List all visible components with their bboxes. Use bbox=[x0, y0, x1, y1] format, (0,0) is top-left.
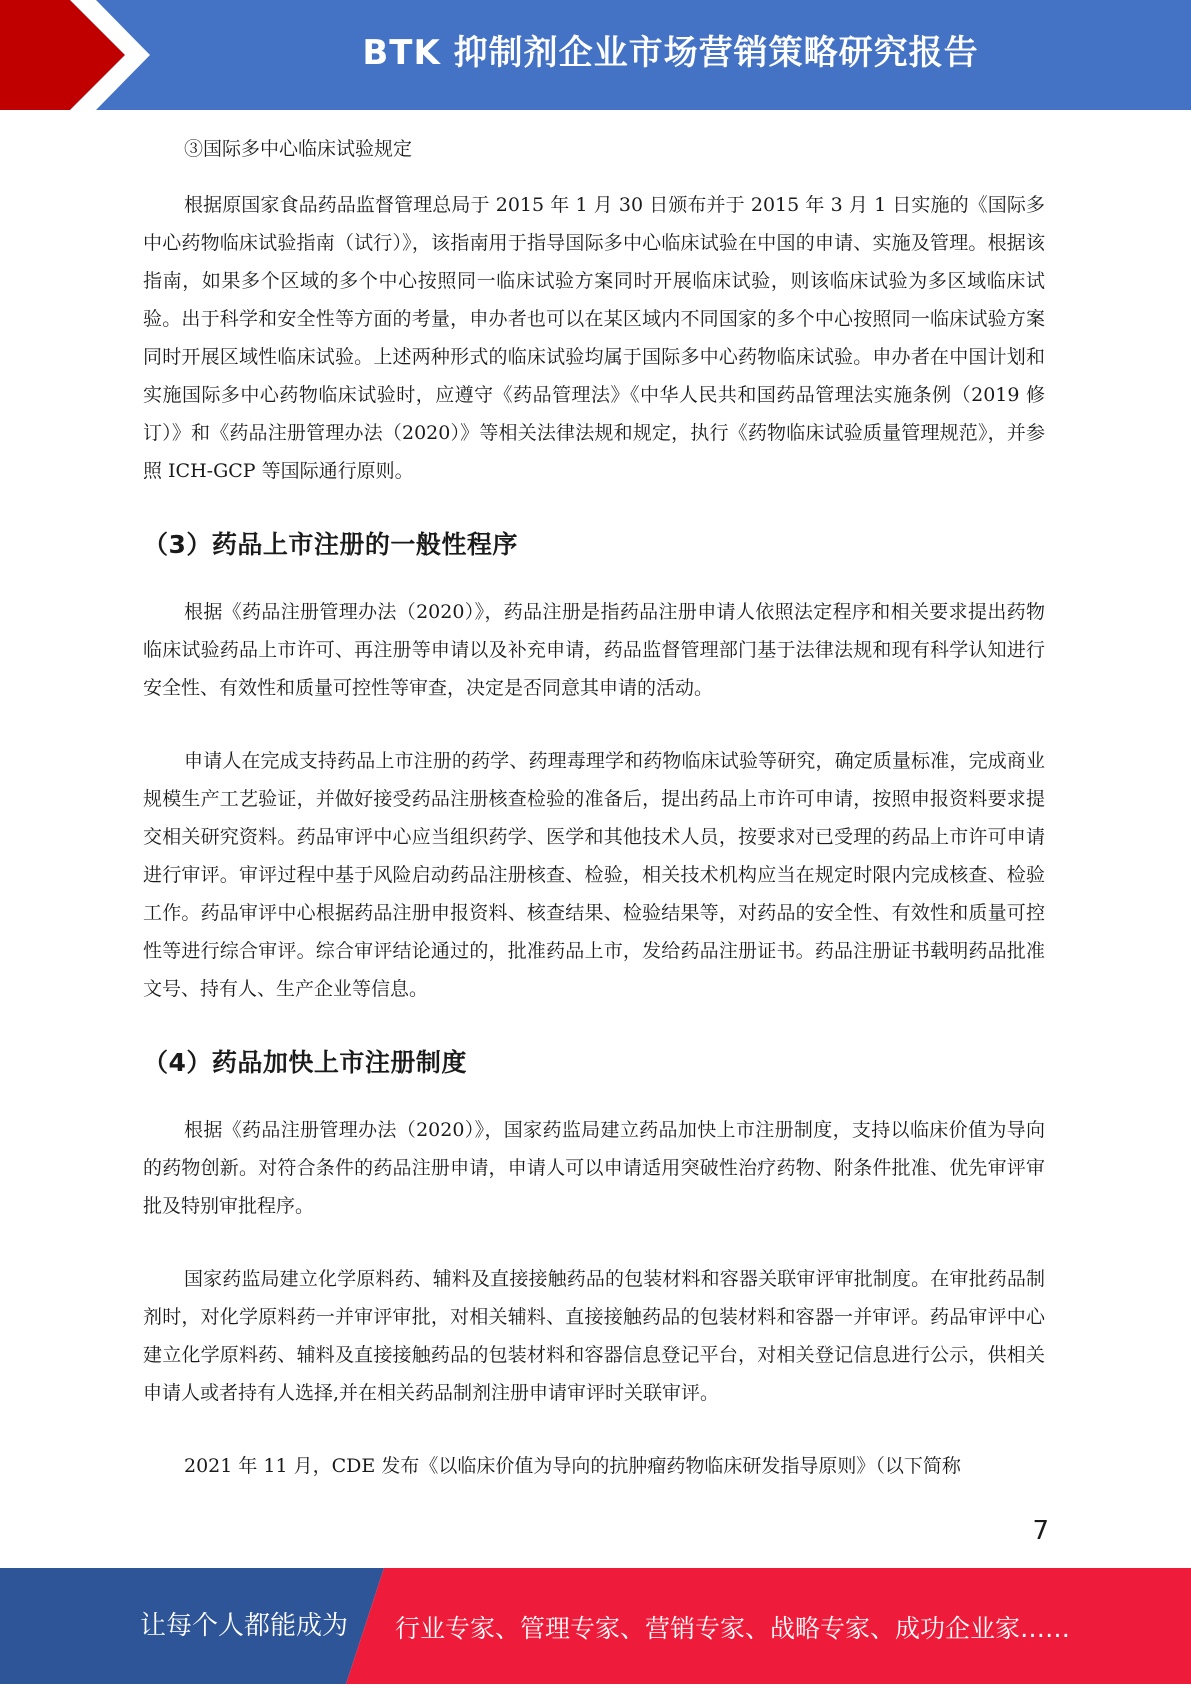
header-arrow-decoration bbox=[0, 0, 160, 110]
paragraph-international-trials: 根据原国家食品药品监督管理总局于 2015 年 1 月 30 日颁布并于 2015 年 3 月 1 日实施的《国际多中心药物临床试验指南（试行）》，该指南用于指导国际多中心临床试验在中国的申请、实施及管理。根据该指南，如果多个区域的多个中心按照同一临床试验方案同时开展临床试验，则该临床试验为多区域临床试验。出于科学和安全性等方面的考量，申办者也可以在某区域内不同国家的多个中心按照同一临床试验方案同时开展区域性临床试验。上述两种形式的临床试验均属于国际多中心药物临床试验。申办者在中国计划和实施国际多中心药物临床试验时，应遵守《药品管理法》《中华人民共和国药品管理法实施条例（2019 修订）》和《药品注册管理办法（2020）》等相关法律法规和规定，执行《药物临床试验质量管理规范》，并参照 ICH-GCP 等国际通行原则。 bbox=[143, 194, 1045, 482]
paragraph-associated-review: 国家药监局建立化学原料药、辅料及直接接触药品的包装材料和容器关联审评审批制度。在审批药品制剂时，对化学原料药一并审评审批，对相关辅料、直接接触药品的包装材料和容器一并审评。药品审评中心建立化学原料药、辅料及直接接触药品的包装材料和容器信息登记平台，对相关登记信息进行公示，供相关申请人或者持有人选择,并在相关药品制剂注册申请审评时关联审评。 bbox=[143, 1268, 1045, 1404]
paragraph-registration-definition: 根据《药品注册管理办法（2020）》，药品注册是指药品注册申请人依照法定程序和相关要求提出药物临床试验药品上市许可、再注册等申请以及补充申请，药品监督管理部门基于法律法规和现有科学认知进行安全性、有效性和质量可控性等审查，决定是否同意其申请的活动。 bbox=[143, 601, 1045, 699]
footer-slogan-right: 行业专家、管理专家、营销专家、战略专家、成功企业家…… bbox=[395, 1614, 1071, 1643]
page-header bbox=[0, 0, 1191, 110]
page-content bbox=[143, 130, 1045, 1520]
paragraph-cde-guideline: 2021 年 11 月，CDE 发布《以临床价值为导向的抗肿瘤药物临床研发指导原则》（以下简称 bbox=[184, 1455, 961, 1477]
report-title: BTK 抑制剂企业市场营销策略研究报告 bbox=[362, 33, 979, 73]
subsection-title: ③国际多中心临床试验规定 bbox=[184, 138, 413, 160]
section-heading-accelerated-registration: （4）药品加快上市注册制度 bbox=[143, 1048, 467, 1077]
page-footer bbox=[0, 1568, 1191, 1684]
section-heading-registration-procedure: （3）药品上市注册的一般性程序 bbox=[143, 530, 518, 559]
paragraph-accelerated-registration: 根据《药品注册管理办法（2020）》，国家药监局建立药品加快上市注册制度，支持以临床价值为导向的药物创新。对符合条件的药品注册申请，申请人可以申请适用突破性治疗药物、附条件批准、优先审评审批及特别审批程序。 bbox=[143, 1119, 1045, 1217]
paragraph-registration-process: 申请人在完成支持药品上市注册的药学、药理毒理学和药物临床试验等研究，确定质量标准，完成商业规模生产工艺验证，并做好接受药品注册核查检验的准备后，提出药品上市许可申请，按照申报资料要求提交相关研究资料。药品审评中心应当组织药学、医学和其他技术人员，按要求对已受理的药品上市许可申请进行审评。审评过程中基于风险启动药品注册核查、检验，相关技术机构应当在规定时限内完成核查、检验工作。药品审评中心根据药品注册申报资料、核查结果、检验结果等，对药品的安全性、有效性和质量可控性等进行综合审评。综合审评结论通过的，批准药品上市，发给药品注册证书。药品注册证书载明药品批准文号、持有人、生产企业等信息。 bbox=[143, 750, 1045, 1000]
page-number: 7 bbox=[1032, 1516, 1049, 1546]
footer-slogan-left: 让每个人都能成为 bbox=[140, 1611, 349, 1641]
